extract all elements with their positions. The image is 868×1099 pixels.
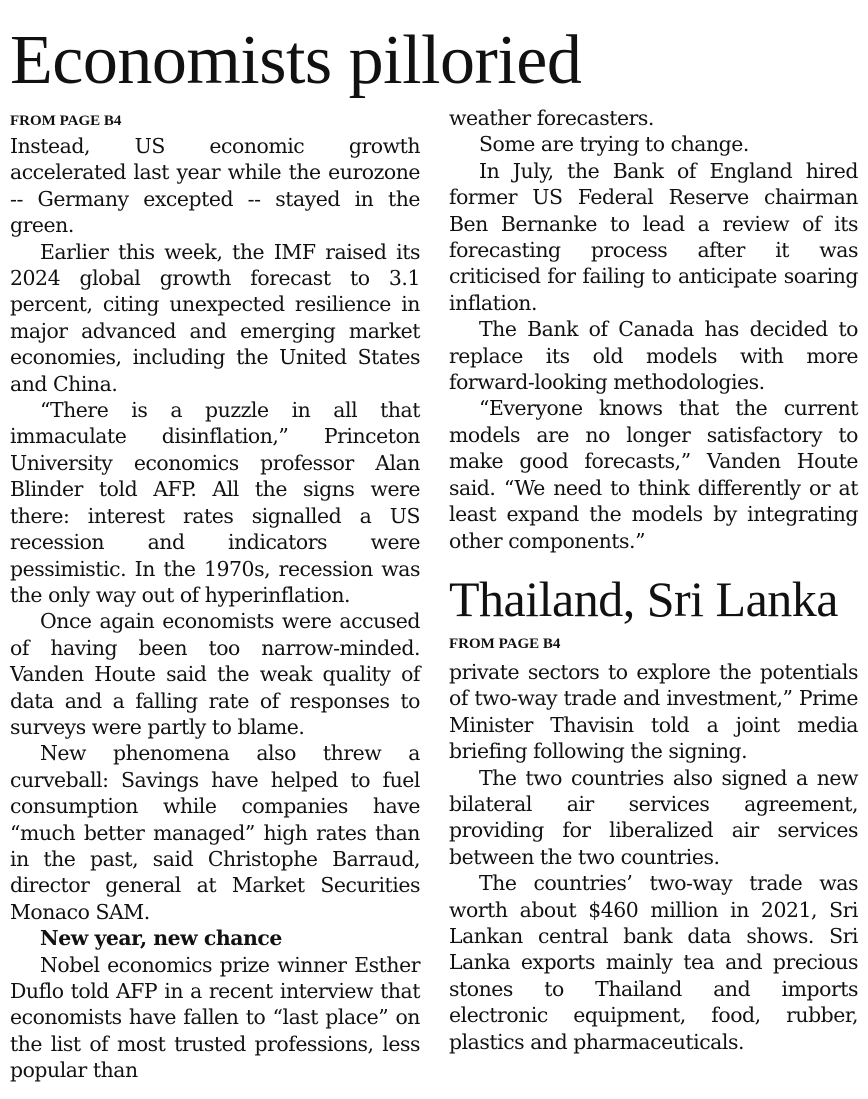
- article1-paragraph-3: “There is a puzzle in all that immaculate disinflation,” Princeton University economics professor Alan Blinder told AFP. All the signs were there: interest rates signalled a US recession and indicators were pessimistic. In the 1970s, recession was the only way out of hyperinflation.: [10, 398, 420, 607]
- article1-paragraph-1: Instead, US economic growth accelerated last year while the eurozone -- Germany excepted -- stayed in the green.: [10, 134, 420, 238]
- article1-paragraph-11: “Everyone knows that the current models are no longer satisfactory to make good forecasts,” Vanden Houte said. “We need to think differently or at least expand the models by integrating other components.”: [449, 396, 858, 553]
- article1-paragraph-5: New phenomena also threw a curveball: Savings have helped to fuel consumption while companies have “much better managed” high rates than in the past, said Christophe Barraud, director general at Market Securities Monaco SAM.: [10, 741, 420, 924]
- article1-paragraph-9: In July, the Bank of England hired former US Federal Reserve chairman Ben Bernanke to lead a review of its forecasting process after it was criticised for failing to anticipate soaring inflation.: [449, 158, 858, 315]
- article2-paragraph-2: The two countries also signed a new bilateral air services agreement, providing for liberalized air services between the two countries.: [449, 765, 858, 869]
- article1-column-right: [449, 105, 858, 554]
- article1-paragraph-7: weather forecasters.: [449, 106, 654, 130]
- article1-paragraph-6: Nobel economics prize winner Esther Duflo told AFP in a recent interview that economists have fallen to “last place” on the list of most trusted professions, less popular than: [10, 952, 420, 1083]
- article2-paragraph-1: private sectors to explore the potentials of two-way trade and investment,” Prime Minister Thavisin told a joint media briefing following the signing.: [449, 660, 858, 764]
- jump-line-article1: FROM PAGE B4: [10, 113, 122, 129]
- headline-thailand-sri-lanka: Thailand, Sri Lanka: [449, 571, 838, 627]
- article2-column: [449, 659, 858, 1055]
- article1-column-left: [10, 133, 420, 1084]
- article1-subhead: New year, new chance: [40, 926, 282, 951]
- article1-paragraph-2: Earlier this week, the IMF raised its 2024 global growth forecast to 3.1 percent, citing unexpected resilience in major advanced and emerging market economies, including the United States and China.: [10, 239, 420, 396]
- jump-line-article2: FROM PAGE B4: [449, 636, 561, 652]
- article1-paragraph-8: Some are trying to change.: [479, 132, 749, 157]
- headline-economists-pilloried: Economists pilloried: [10, 22, 582, 99]
- article2-paragraph-3: The countries’ two-way trade was worth about $460 million in 2021, Sri Lankan central bank data shows. Sri Lanka exports mainly tea and precious stones to Thailand and imports electronic equipment, food, rubber, plastics and pharmaceuticals.: [449, 871, 858, 1054]
- article1-paragraph-10: The Bank of Canada has decided to replace its old models with more forward-looking methodologies.: [449, 317, 858, 395]
- article1-paragraph-4: Once again economists were accused of having been too narrow-minded. Vanden Houte said the weak quality of data and a falling rate of responses to surveys were partly to blame.: [10, 609, 420, 739]
